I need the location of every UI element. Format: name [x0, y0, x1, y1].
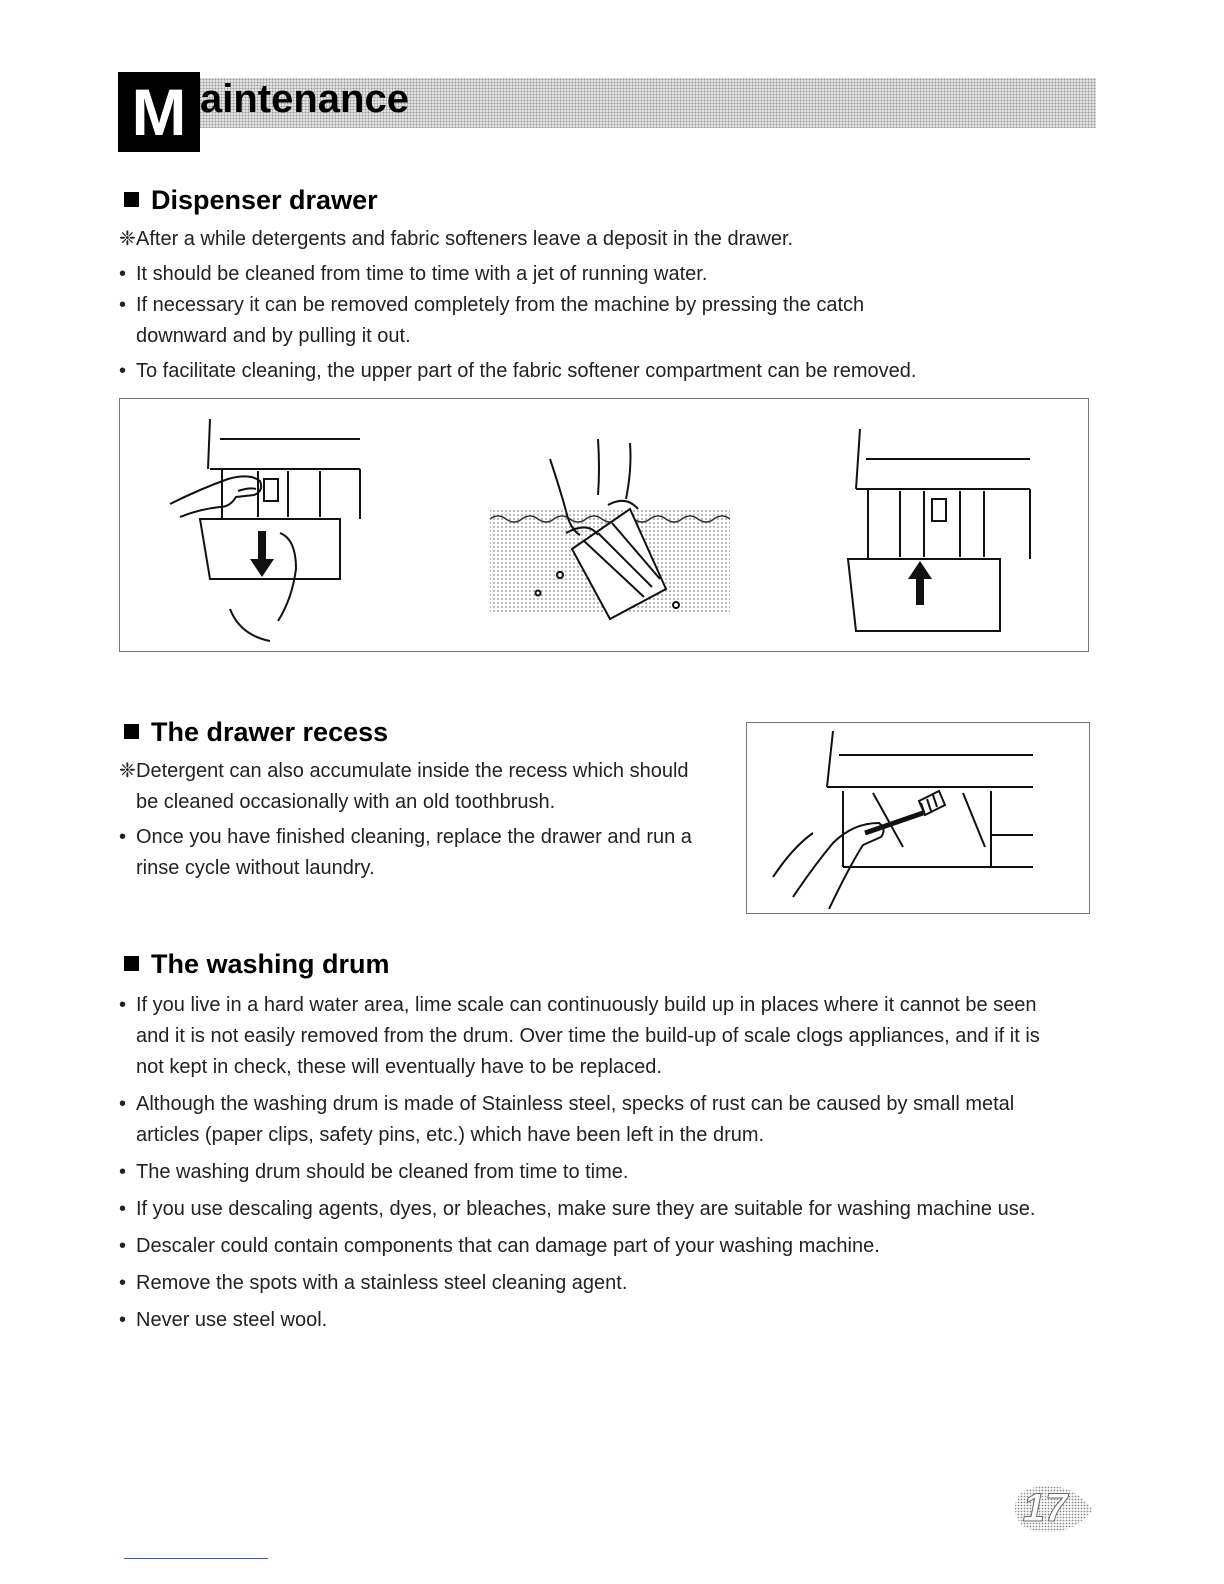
bullet-marker: • — [119, 826, 127, 848]
arrow-up-icon — [908, 561, 932, 605]
text-line-content: It should be cleaned from time to time with a jet of running water. — [136, 263, 708, 285]
recess-text — [119, 756, 739, 884]
dispenser-figure-frame — [119, 398, 1089, 652]
heading-drum-text: The washing drum — [151, 949, 390, 979]
text-line-content: Descaler could contain components that can damage part of your washing machine. — [136, 1235, 880, 1257]
heading-washing-drum — [124, 948, 390, 980]
bullet-marker: • — [119, 263, 127, 285]
text-line — [119, 990, 1119, 1021]
text-line-content: Once you have finished cleaning, replace the drawer and run a — [136, 826, 692, 848]
asterisk-marker: ❈ — [119, 760, 136, 782]
text-line-content: Although the washing drum is made of Stainless steel, specks of rust can be caused by small metal — [136, 1093, 1015, 1115]
text-line — [119, 1089, 1119, 1120]
text-line-content: To facilitate cleaning, the upper part of the fabric softener compartment can be removed. — [136, 360, 917, 382]
arrow-down-icon — [250, 531, 274, 577]
heading-dispenser-drawer — [124, 184, 378, 216]
text-line-content: The washing drum should be cleaned from time to time. — [136, 1161, 629, 1183]
heading-dispenser-text: Dispenser drawer — [151, 185, 378, 215]
replace-drawer-illustration — [820, 409, 1080, 645]
heading-drawer-recess — [124, 716, 388, 748]
recess-figure-frame — [746, 722, 1090, 914]
text-line-content: downward and by pulling it out. — [136, 325, 411, 347]
text-line-content: After a while detergents and fabric softeners leave a deposit in the drawer. — [136, 228, 794, 250]
text-line — [119, 787, 739, 818]
press-catch-illustration — [160, 409, 420, 645]
footer-rule — [124, 1558, 268, 1559]
text-line — [119, 1120, 1119, 1151]
wash-drawer-illustration — [480, 409, 740, 645]
header-initial-block — [118, 72, 200, 152]
square-bullet-icon — [124, 956, 139, 971]
heading-recess-text: The drawer recess — [151, 717, 389, 747]
text-line — [119, 853, 739, 884]
toothbrush-illustration — [753, 727, 1083, 909]
text-line-content: If you live in a hard water area, lime scale can continuously build up in places where it cannot be seen — [136, 994, 1037, 1016]
text-line — [119, 356, 1119, 387]
text-line — [119, 1021, 1119, 1052]
text-line-content: If you use descaling agents, dyes, or bleaches, make sure they are suitable for washing machine use. — [136, 1198, 1036, 1220]
text-line — [119, 822, 739, 853]
square-bullet-icon — [124, 192, 139, 207]
text-line-content: and it is not easily removed from the drum. Over time the build-up of scale clogs appliances, and if it is — [136, 1025, 1040, 1047]
drum-text — [119, 990, 1119, 1336]
header-initial: M — [131, 75, 187, 149]
page-title: aintenance — [200, 77, 409, 121]
text-line-content: not kept in check, these will eventually have to be replaced. — [136, 1056, 662, 1078]
text-line — [119, 1194, 1119, 1225]
text-line-content: If necessary it can be removed completely from the machine by pressing the catch — [136, 294, 865, 316]
text-line — [119, 1052, 1119, 1083]
text-line-content: rinse cycle without laundry. — [136, 857, 375, 879]
bullet-marker: • — [119, 1272, 127, 1294]
text-line — [119, 1157, 1119, 1188]
asterisk-marker: ❈ — [119, 228, 136, 250]
text-line — [119, 321, 1119, 352]
bullet-marker: • — [119, 1235, 127, 1257]
text-line — [119, 1268, 1119, 1299]
text-line — [119, 224, 1119, 255]
page-number: 17 — [1022, 1486, 1068, 1530]
bullet-marker: • — [119, 1198, 127, 1220]
text-line-content: Detergent can also accumulate inside the recess which should — [136, 760, 689, 782]
text-line — [119, 259, 1119, 290]
text-line — [119, 1231, 1119, 1262]
text-line-content: be cleaned occasionally with an old toothbrush. — [136, 791, 556, 813]
dispenser-text — [119, 224, 1119, 387]
bullet-marker: • — [119, 1093, 127, 1115]
text-line — [119, 290, 1119, 321]
bullet-marker: • — [119, 360, 127, 382]
bullet-marker: • — [119, 1309, 127, 1331]
bullet-marker: • — [119, 294, 127, 316]
text-line — [119, 756, 739, 787]
square-bullet-icon — [124, 724, 139, 739]
text-line-content: Never use steel wool. — [136, 1309, 328, 1331]
bullet-marker: • — [119, 994, 127, 1016]
bullet-marker: • — [119, 1161, 127, 1183]
text-line-content: articles (paper clips, safety pins, etc.) which have been left in the drum. — [136, 1124, 765, 1146]
text-line — [119, 1305, 1119, 1336]
text-line-content: Remove the spots with a stainless steel cleaning agent. — [136, 1272, 628, 1294]
